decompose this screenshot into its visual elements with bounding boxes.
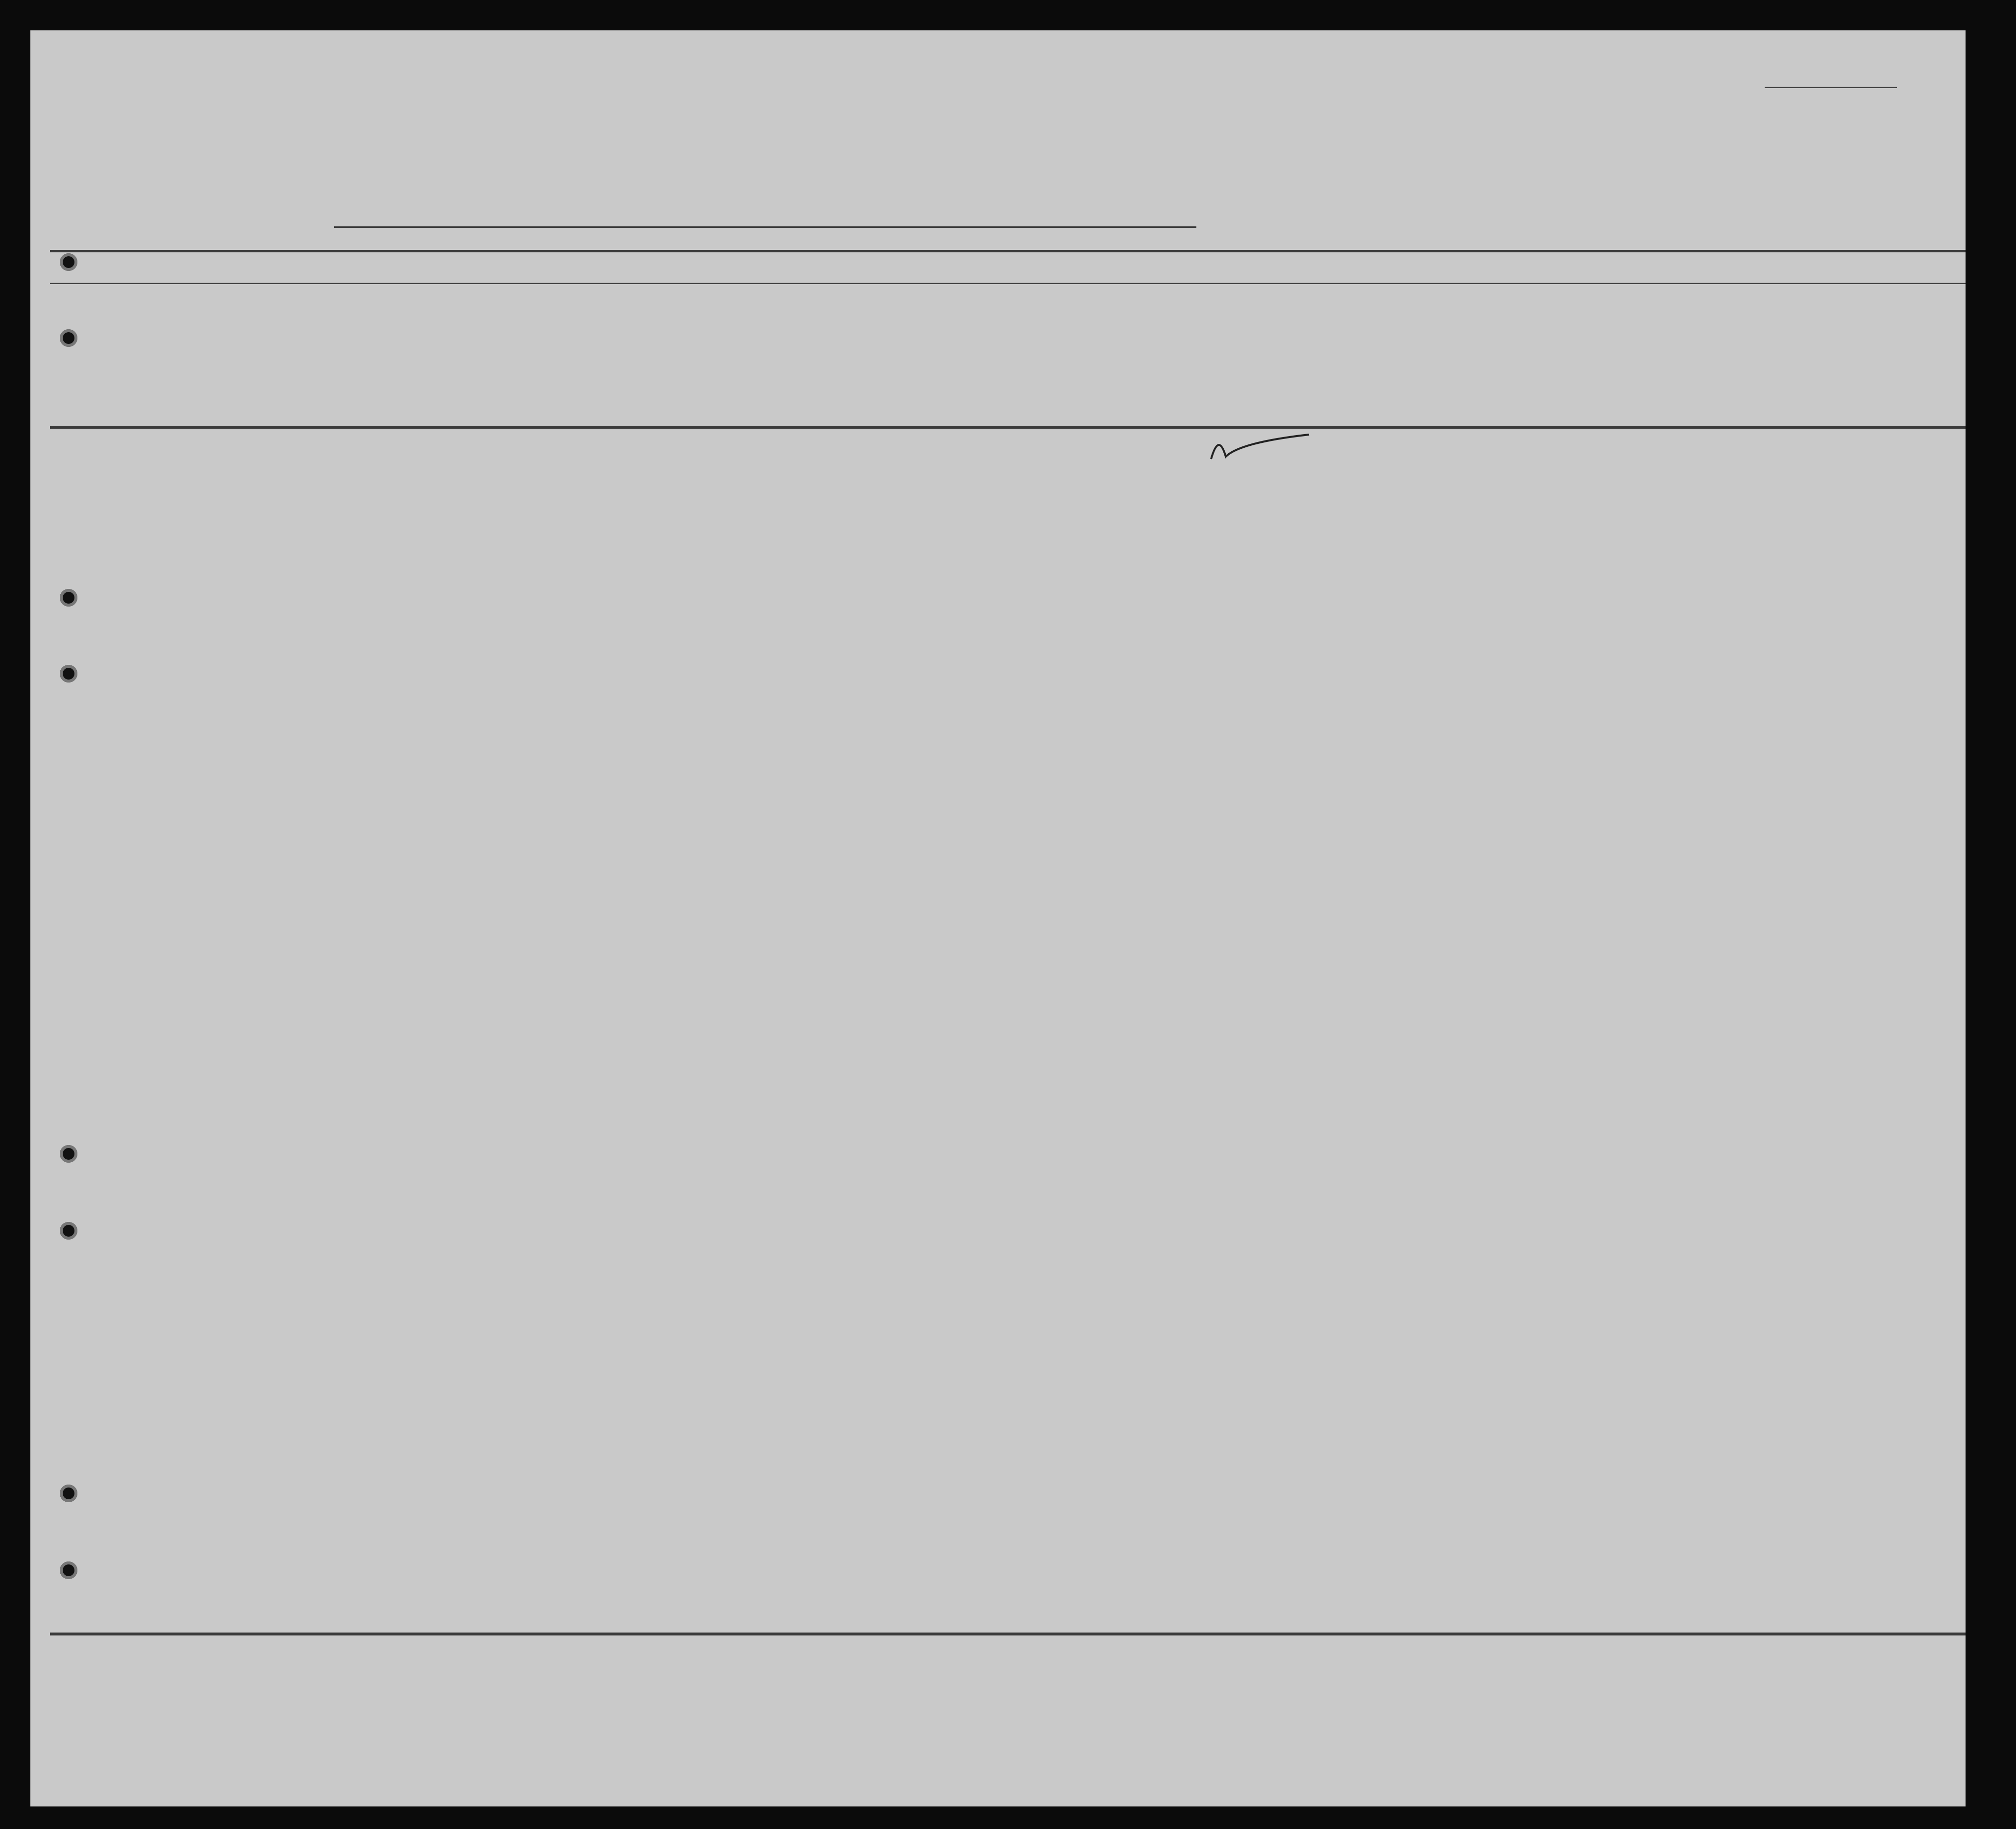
header-col25: [1282, 290, 1319, 425]
header-col19: [579, 288, 608, 422]
table-bottom-line: [50, 1633, 1966, 1635]
table-top-line: [50, 250, 1966, 252]
binder-hole-icon: [60, 1561, 77, 1579]
header-col30: [1468, 290, 1512, 425]
header-bottom-line: [50, 426, 1966, 429]
binder-hole-icon: [60, 329, 77, 347]
manifest-sheet: [30, 30, 1966, 1806]
binder-hole-icon: [60, 665, 77, 683]
binder-hole-icon: [60, 1145, 77, 1163]
arriving-underline: [334, 226, 873, 228]
header-col28: [1375, 290, 1424, 425]
arriving-underline-2: [868, 226, 1196, 228]
header-col27: [1348, 290, 1373, 425]
header-col26: [1324, 290, 1348, 425]
binder-hole-icon: [60, 253, 77, 271]
header-col33-inches: [1654, 383, 1681, 422]
header-col21: [702, 288, 731, 422]
binder-hole-icon: [60, 1485, 77, 1502]
binder-hole-icon: [60, 1222, 77, 1240]
header-col33-feet: [1628, 383, 1653, 422]
check-mark-icon: [1206, 432, 1314, 462]
binder-hole-icon: [60, 589, 77, 607]
header-col24-b: [1206, 307, 1243, 425]
header-col24-c: [1245, 307, 1280, 425]
list-underline: [1765, 87, 1897, 88]
header-col24-a: [1162, 307, 1204, 425]
colnum-line: [50, 283, 1966, 284]
header-col29: [1427, 290, 1466, 425]
